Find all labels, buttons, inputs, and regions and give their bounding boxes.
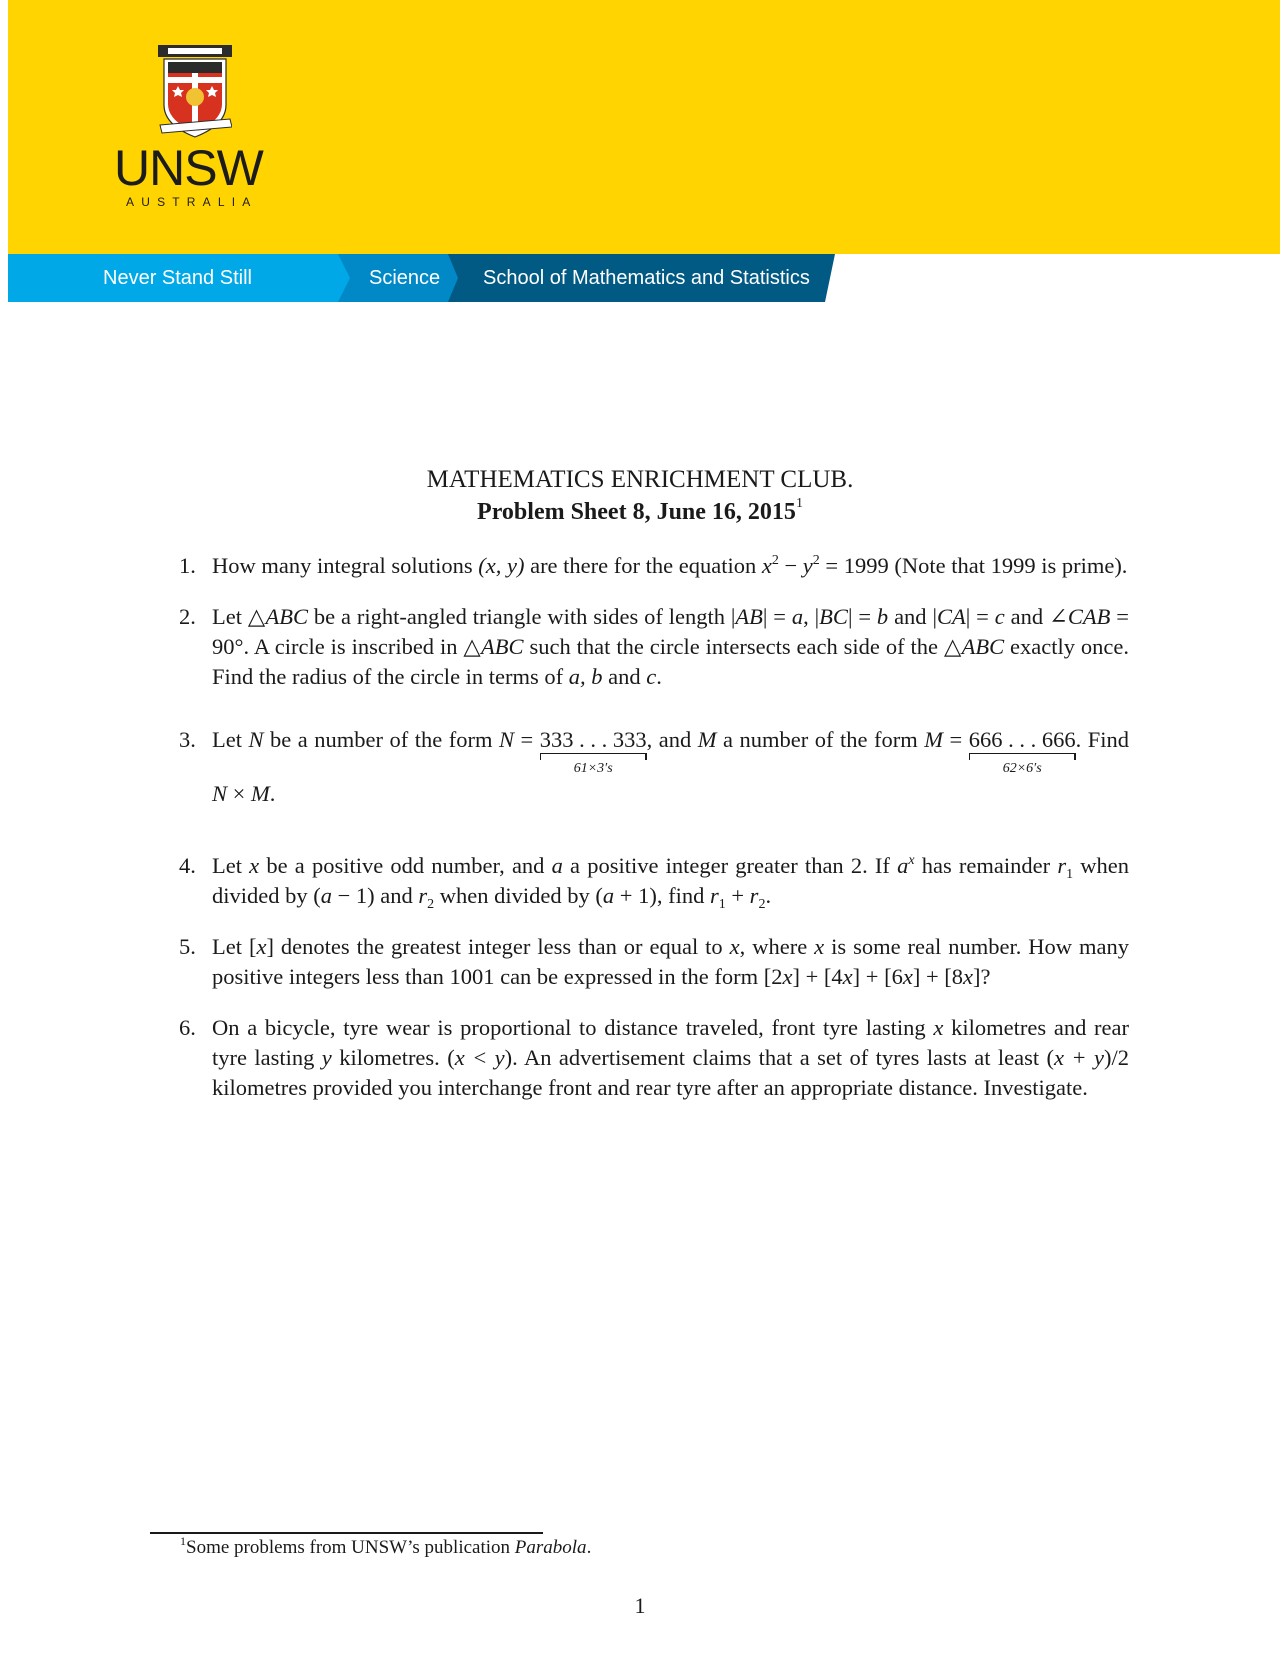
footnote: $^1$Some problems from UNSW’s publication Parabola.: [180, 1534, 592, 1558]
footnote-publication: Parabola: [514, 1537, 587, 1558]
problem-number: 1.: [179, 553, 196, 578]
unsw-crest-icon: [158, 45, 232, 145]
problem-number: 4.: [179, 853, 196, 878]
problem-4: 4. Let x be a positive odd number, and a a positive integer greater than 2. If $a^x$ has remainder $r_1$ when divided by (a − 1) and $r_2$ when divided by (a + 1), find $r_1 + r_2$.: [179, 853, 1129, 912]
problem-1: 1. How many integral solutions (x, y) are there for the equation $x^2 - y^2 = 1999$ (Note that 1999 is prime).: [177, 551, 1129, 581]
problem-number: 2.: [179, 604, 196, 629]
document-title: MATHEMATICS ENRICHMENT CLUB.: [426, 466, 854, 493]
subtitle-text: Problem Sheet 8, June 16, 2015: [477, 499, 796, 525]
banner-school: School of Mathematics and Statistics: [483, 267, 810, 289]
footnote-divider: [150, 1532, 543, 1534]
n-underbrace-label: 61×3′s: [573, 761, 613, 776]
problem-2: 2. Let △ABC be a right-angled triangle with sides of length |AB| = a, |BC| = b and |CA| = c and ∠CAB = 90°. A circle is inscribed in △ABC such that the circle intersects each side of the △ABC exactly once. Find the radius of the circle in terms of a, b and c.: [179, 604, 1130, 689]
subtitle-footnote-mark: 1: [795, 496, 803, 511]
unsw-country: AUSTRALIA: [126, 195, 258, 209]
document-subtitle: [0, 496, 1280, 528]
problem-6: 6. On a bicycle, tyre wear is proportional to distance traveled, front tyre lasting x kilometres and rear tyre lasting y kilometres. (x < y). An advertisement claims that a set of tyres lasts at least (x + y)/2 kilometres provided you interchange front and rear tyre after an appropriate distance. Investigate.: [179, 1015, 1130, 1100]
problem-5: 5. Let [x] denotes the greatest integer less than or equal to x, where x is some real number. How many positive integers less than 1001 can be expressed in the form [2x] + [4x] + [6x] + [8x]?: [179, 934, 1129, 989]
title-block: [0, 464, 1280, 528]
problem-list: [177, 551, 1129, 1124]
banner: [8, 254, 1280, 302]
m-underbrace-label: 62×6′s: [1002, 761, 1042, 776]
n-underbrace: 333 . . . 333 61×3′s: [539, 727, 647, 776]
problem-number: 5.: [179, 934, 196, 959]
problem-number: 3.: [179, 727, 196, 752]
m-underbrace: 666 . . . 666 62×6′s: [968, 727, 1076, 776]
page-number: 1: [634, 1593, 646, 1618]
problem-number: 6.: [179, 1015, 196, 1040]
header-band: [8, 0, 1280, 254]
banner-tagline: Never Stand Still: [103, 267, 252, 289]
problem-3: 3. Let N be a number of the form N = 333 . . . 333 61×3′s , and M a number of the form M = 666 . . . 666 62×6′s . Find N × M.: [177, 713, 1129, 821]
banner-faculty: Science: [369, 267, 441, 289]
unsw-wordmark: UNSW: [114, 140, 263, 196]
